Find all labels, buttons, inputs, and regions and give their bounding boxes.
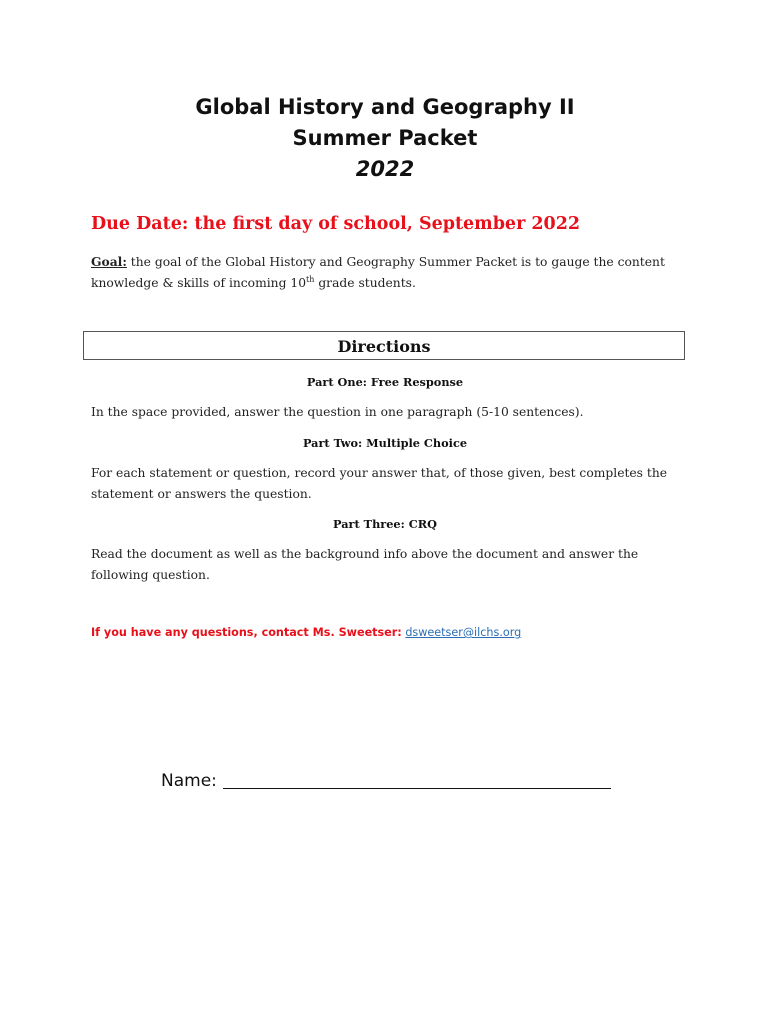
title-line-2: Summer Packet — [292, 126, 478, 150]
part-two-text: For each statement or question, record your answer that, of those given, best completes the statement or answers the question. — [91, 466, 668, 501]
part-one-text: In the space provided, answer the question in one paragraph (5-10 sentences). — [91, 405, 584, 419]
goal-ordinal-suffix: th — [306, 275, 315, 284]
part-two-heading: Part Two: Multiple Choice — [302, 436, 468, 450]
document-title — [0, 92, 770, 185]
name-blank-line[interactable] — [223, 787, 611, 789]
name-label: Name: — [161, 771, 217, 791]
directions-heading: Directions — [83, 331, 685, 360]
part-one-heading: Part One: Free Response — [306, 375, 464, 389]
part-three-heading: Part Three: CRQ — [333, 517, 437, 531]
contact-email-link[interactable]: dsweetser@ilchs.org — [405, 626, 522, 639]
title-year: 2022 — [355, 157, 415, 181]
due-date: Due Date: the first day of school, September 2022 — [91, 214, 581, 234]
title-line-1: Global History and Geography II — [195, 95, 575, 119]
name-field — [161, 771, 611, 791]
contact-line — [91, 626, 521, 639]
goal-label: Goal: — [91, 254, 127, 269]
goal-text: the goal of the Global History and Geography Summer Packet is to gauge the content knowledge & skills of incoming 10 — [91, 255, 665, 290]
goal-text-end: grade students. — [314, 276, 416, 290]
goal-paragraph — [91, 251, 691, 294]
contact-label: If you have any questions, contact Ms. Sweetser: — [91, 626, 402, 639]
part-three-text: Read the document as well as the background info above the document and answer the following question. — [91, 547, 639, 582]
